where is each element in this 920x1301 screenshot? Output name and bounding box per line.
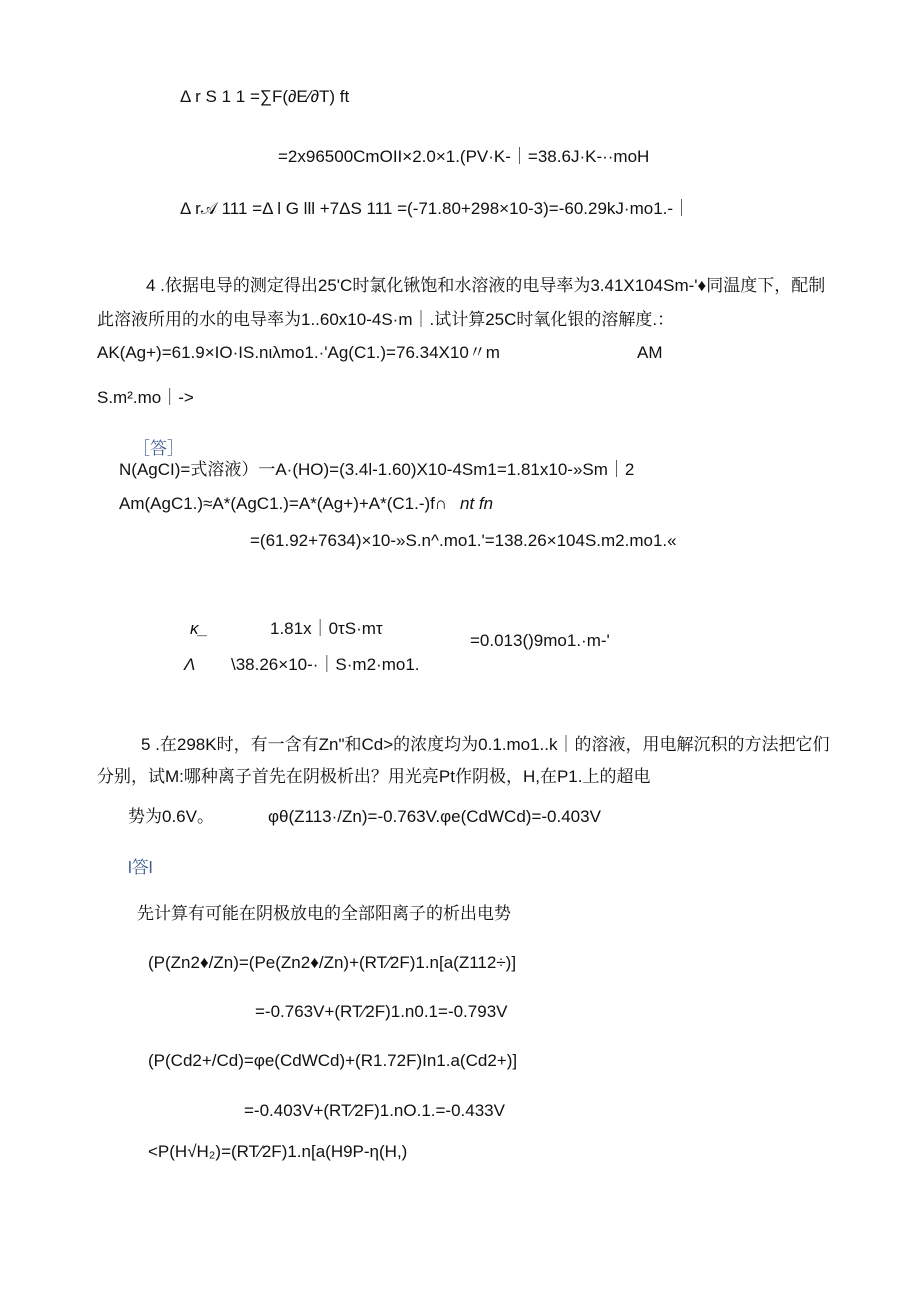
fraction-lambda: Λ (184, 655, 196, 674)
answer-5-h-potential: <P(H√H₂)=(RT⁄2F)1.n[a(H9P-η(H,) (148, 1142, 408, 1161)
answer-5-zn-potential: (P(Zn2♦/Zn)=(Pe(Zn2♦/Zn)+(RT⁄2F)1.n[a(Z112÷)] (148, 953, 517, 972)
problem-4-text-1: 4 .依据电导的测定得出25'C时氯化锹饱和水溶液的电导率为3.41X104Sm-'♦同温度下，配制 (146, 276, 826, 295)
formula-entropy: Δ r S 1 1 =∑F(∂E⁄∂T) ft (180, 87, 350, 106)
problem-5-potentials: φθ(Z113·/Zn)=-0.763V.φe(CdWCd)=-0.403V (268, 807, 601, 826)
answer-label-5: l答l (128, 858, 153, 877)
problem-4-text-2: 此溶液所用的水的电导率为1..60x10-4S·m｜.试计算25C时氧化银的溶解度.： (97, 310, 675, 329)
problem-5-text-1: 5 .在298K时，有一含有Zn"和Cd>的浓度均为0.1.mo1..k｜的溶液，用电解沉积的方法把它们 (141, 735, 830, 754)
fraction-numerator: 1.81x｜0τS·mτ (270, 619, 383, 638)
problem-5-text-2: 分别，试M:哪种离子首先在阴极析出？用光亮Pt作阴极，H,在P1.上的超电 (97, 767, 651, 786)
answer-4-conductivity: N(AgCI)=式溶液）一A·(HO)=(3.4l-1.60)X10-4Sm1=1.81x10-»Sm｜2 (119, 460, 635, 479)
problem-5-text-3: 势为0.6V。 (128, 807, 214, 826)
answer-4-molar-conductivity-calc: =(61.92+7634)×10-»S.n^.mo1.'=138.26×104S.m2.mo1.« (250, 531, 677, 550)
solubility-result: =0.013()9mo1.·m-' (470, 631, 610, 650)
formula-enthalpy: Δ r𝒜 111 =Δ l G lll +7ΔS 111 =(-71.80+298×10-3)=-60.29kJ·mo1.-｜ (180, 199, 691, 218)
problem-4-given-data: AK(Ag+)=61.9×IO·IS.nιλmo1.·'Ag(C1.)=76.34X10〃m (97, 343, 500, 362)
fraction-kappa: κ_ (190, 619, 208, 638)
answer-5-cd-result: =-0.403V+(RT⁄2F)1.nO.1.=-0.433V (244, 1101, 505, 1120)
fraction-denominator: \38.26×10-·｜S·m2·mo1. (231, 655, 420, 674)
problem-4-given-fragment: AM (637, 343, 663, 362)
answer-5-intro: 先计算有可能在阴极放电的全部阳离子的析出电势 (137, 904, 511, 923)
answer-5-zn-result: =-0.763V+(RT⁄2F)1.n0.1=-0.793V (255, 1002, 508, 1021)
answer-4-molar-conductivity: Am(AgC1.)≈A*(AgC1.)=A*(Ag+)+A*(C1.-)f∩ (119, 494, 448, 513)
answer-4-fragment: nt fn (460, 494, 494, 513)
answer-5-cd-potential: (P(Cd2+/Cd)=φe(CdWCd)+(R1.72F)In1.a(Cd2+)] (148, 1051, 518, 1070)
formula-entropy-calc: =2x96500CmOII×2.0×1.(PV·K-｜=38.6J·K-··moH (278, 147, 650, 166)
problem-4-given-unit: S.m².mo｜-> (97, 388, 194, 407)
answer-label-4: ［答］ (133, 439, 184, 458)
